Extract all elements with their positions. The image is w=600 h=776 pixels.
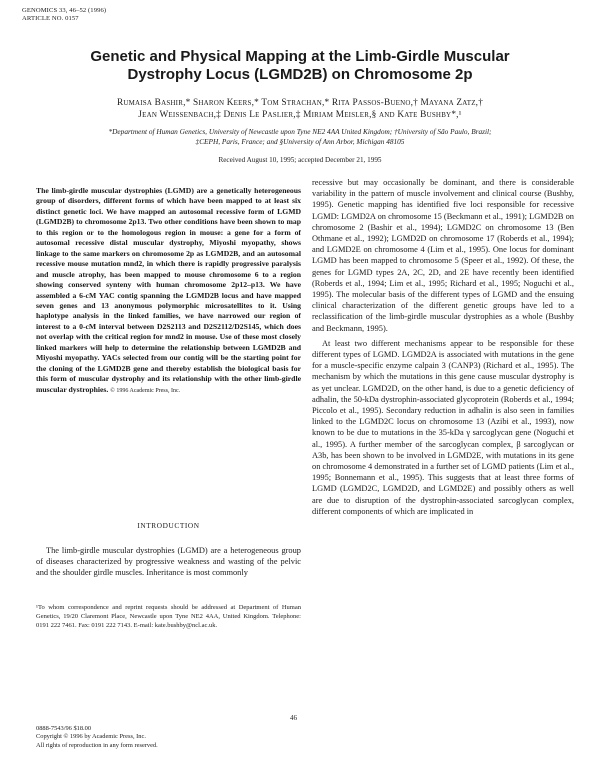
authors-line-1: Rumaisa Bashir,* Sharon Keers,* Tom Strachan,* Rita Passos-Bueno,† Mayana Zatz,†: [116, 98, 484, 108]
copyright-line: Copyright © 1996 by Academic Press, Inc.: [36, 733, 146, 741]
author-list: [40, 97, 560, 122]
received-dates: Received August 10, 1995; accepted December 21, 1995: [218, 156, 382, 164]
journal-citation: GENOMICS 33, 46–52 (1996): [22, 7, 107, 14]
affiliations: [30, 127, 570, 147]
price-code: 0888-7543/96 $18.00: [36, 725, 92, 732]
abstract-text: The limb-girdle muscular dystrophies (LGMD) are a genetically heterogeneous group of disorders, different forms of which have been mapped to at least six distinct genetic loci. We have mapped an autosomal recessive form of LGMD (LGMD2B) to chromosome 2p13. Two other conditions have been shown to map to this region or to the homologous region in mouse: a gene for a form of autosomal recessive distal muscular dystrophy, Miyoshi myopathy, shows linkage to the same markers on chromosome 2p as LGMD2B, and an autosomal recessive mouse mutation mnd2, in which there is rapidly progressive paralysis and muscle atrophy, has been mapped to mouse chromosome 6 to a region showing conserved synteny with human chromosome 2p12–p13. We have assembled a 6-cM YAC contig spanning the LGMD2B locus and have mapped seven genes and 13 anonymous polymorphic microsatellites to it. Using haplotype analysis in the linked families, we have narrowed our region of interest to a 0-cM interval between D2S2113 and D2S2112/D2S145, which does not overlap with the critical region for mnd2 in mouse. Use of these most closely linked markers will help to determine the relationship between LGMD2B and Miyoshi myopathy. YACs selected from our contig will be the starting point for the cloning of the LGMD2B gene and thereby establish the biological basis for this form of muscular dystrophy and its relationship with the other limb-girdle muscular dystrophies.: [36, 186, 301, 394]
right-column: [312, 177, 574, 517]
introduction-heading: INTRODUCTION: [137, 521, 200, 530]
authors-line-2: Jean Weissenbach,‡ Denis Le Paslier,‡ Miriam Meisler,§ and Kate Bushby*,¹: [138, 110, 462, 121]
body-paragraph-1: recessive but may occasionally be dominant, and there is considerable variability in the pattern of muscle involvement and clinical course (Bushby, 1995). Genetic mapping has identified five loci responsible for recessive LGMD: LGMD2A on chromosome 15 (Beckmann et al., 1991); LGMD2B on chromosome 2 (Bashir et al., 1994); LGMD2C on chromosome 13 (Ben Othmane et al., 1992); LGMD2D on chromosome 17 (Roberds et al., 1994); and LGMD2E on chromosome 4 (Lim et al., 1995). One locus for dominant LGMD has been mapped to chromosome 5 (Speer et al., 1992). Of these, the genes for LGMD types 2A, 2C, 2D, and 2E have recently been identified (Roberds et al., 1994; Lim et al., 1995; Richard et al., 1995; Noguchi et al., 1995). The molecular basis of the different types of LGMD and the ensuing clinical characterization of the different genetic groups have led to a reclassification of the limb-girdle muscular dystrophies as a whole (Bushby and Beckmann, 1995).: [312, 178, 574, 333]
copyright-block: [36, 725, 158, 750]
article-title: [40, 48, 560, 84]
abstract: [36, 186, 301, 396]
journal-header: [22, 7, 106, 23]
page-number: 46: [290, 714, 297, 722]
introduction-text: The limb-girdle muscular dystrophies (LGMD) are a heterogeneous group of diseases characterized by progressive weakness and wasting of the pelvic and the shoulder girdle muscles. Inheritance is most commonly: [36, 546, 301, 578]
affiliations-line-2: ‡CEPH, Paris, France; and §University of Ann Arbor, Michigan 48105: [195, 137, 405, 146]
correspondence-footnote: ¹To whom correspondence and reprint requests should be addressed at Department of Human Genetics, 19/20 Claremont Place, Newcastle upon Tyne NE2 4AA, United Kingdom. Telephone: 0191 222 7461. Fax: 0191 222 7143. E-mail: kate.bushby@ncl.ac.uk.: [36, 604, 301, 629]
body-paragraph-2: At least two different mechanisms appear to be responsible for these different types of LGMD. LGMD2A is associated with mutations in the gene for a muscle-specific enzyme calpain 3 (CANP3) (Richard et al., 1995). The mechanism by which the mutations in this gene cause muscular dystrophy is as yet unclear. LGMD2D, on the other hand, is due to a genetic deficiency of adhalin, the 50-kDa dystrophin-associated glycoprotein (Roberds et al., 1994; Piccolo et al., 1995). Secondary reduction in adhalin is also seen in families linked to the LGMD2C locus on chromosome 13 (Azibi et al., 1993), now known to be due to mutations in the 35-kDa γ sarcoglycan gene (Noguchi et al., 1995). A further member of the sarcoglycan complex, β sarcoglycan or A3b, has been shown to be involved in LGMD2E, with mutations in its gene on chromosome 4 demonstrated in a further set of LGMD patients (Lim et al., 1995; Bonnemann et al., 1995). This suggests that at least three forms of LGMD (LGMD2C, LGMD2D, and LGMD2E) and possibly others as well are due to disruption of the dystrophin-associated sarcoglycan complex, different components of which are implicated in: [312, 338, 574, 516]
title-line-2: Dystrophy Locus (LGMD2B) on Chromosome 2p: [127, 66, 473, 83]
affiliations-line-1: *Department of Human Genetics, University of Newcastle upon Tyne NE2 4AA United Kingdom; †University of São Paulo, Brazil;: [108, 127, 492, 136]
article-number: ARTICLE NO. 0157: [22, 15, 79, 22]
title-line-1: Genetic and Physical Mapping at the Limb-Girdle Muscular: [90, 48, 510, 65]
rights-line: All rights of reproduction in any form reserved.: [36, 741, 158, 749]
abstract-copyright: © 1996 Academic Press, Inc.: [110, 387, 181, 394]
